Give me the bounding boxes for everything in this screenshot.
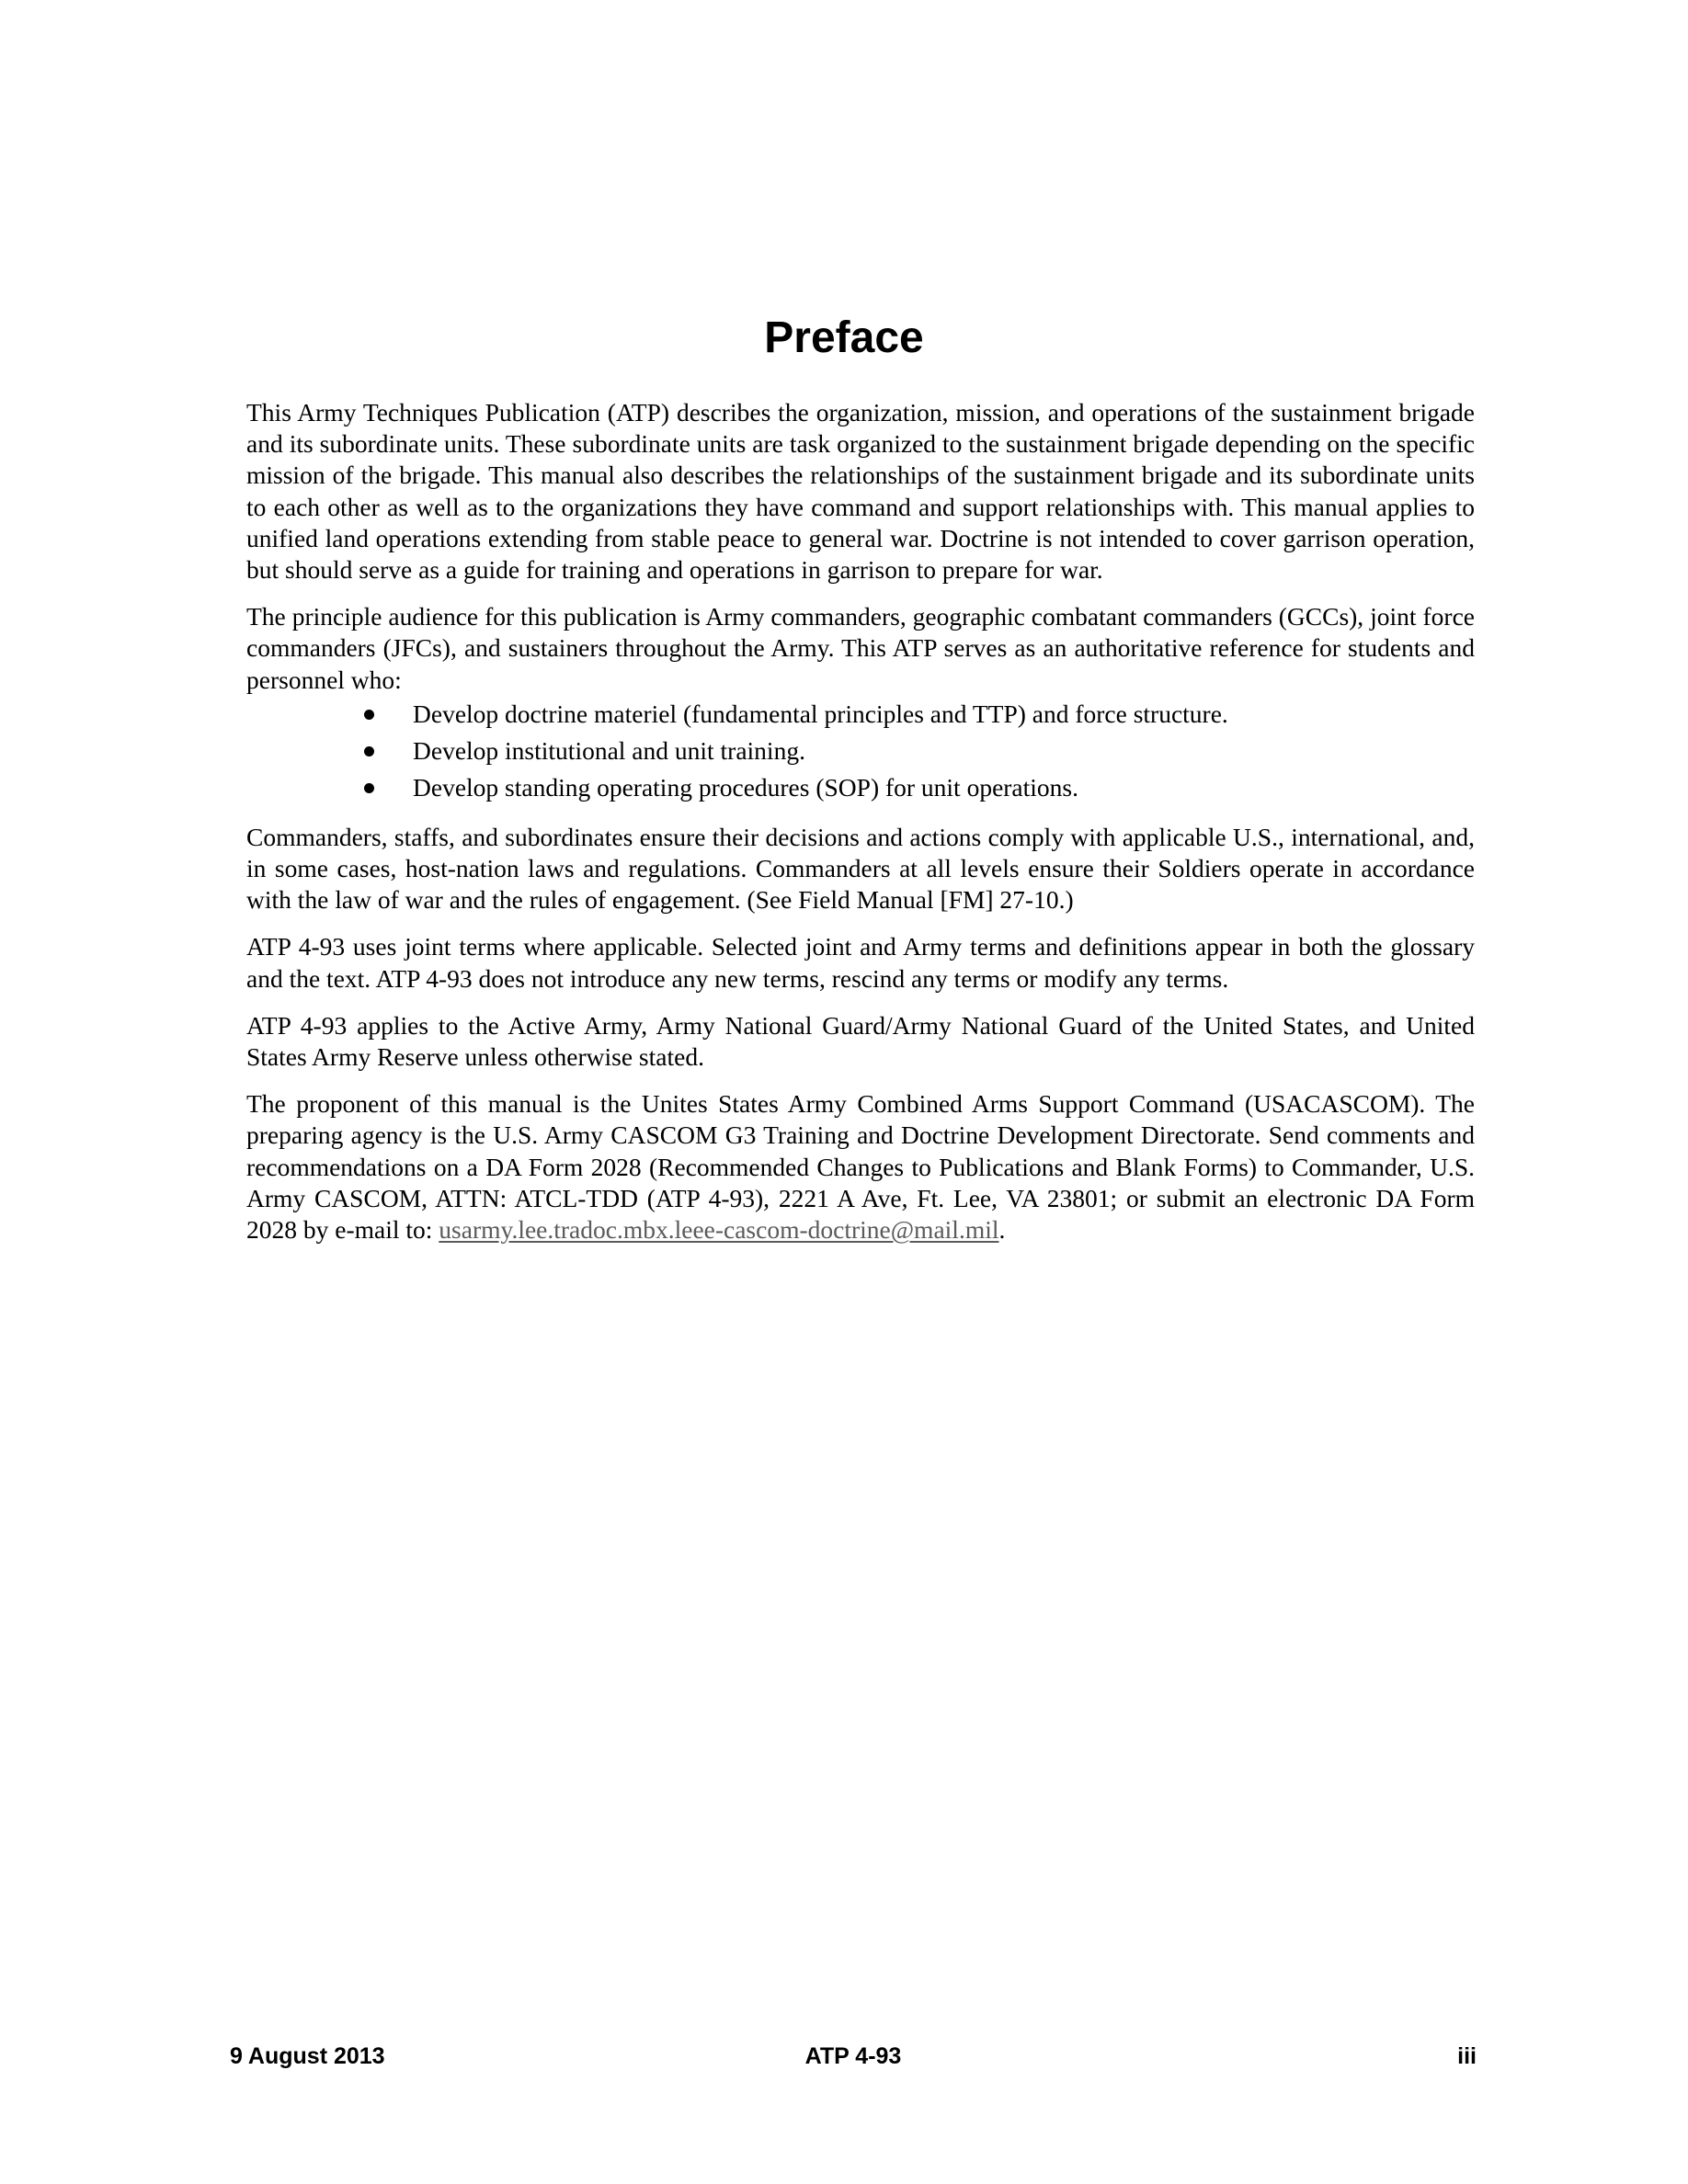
proponent-text: The proponent of this manual is the Unites States Army Combined Arms Support Command (USACASCOM). The preparing agency is the U.S. Army CASCOM G3 Training and Doctrine Development Directorate. Send comments and recommendations on a DA Form 2028 (Recommended Changes to Publications and Blank Forms) to Commander, U.S. Army CASCOM, ATTN: ATCL-TDD (ATP 4-93), 2221 A Ave, Ft. Lee, VA 23801; or submit an electronic DA Form 2028 by e-mail to: [246, 1089, 1475, 1245]
proponent-period: . [998, 1215, 1006, 1245]
bullet-item [246, 769, 1475, 806]
bullet-text: Develop doctrine materiel (fundamental principles and TTP) and force structure. [413, 699, 1228, 728]
bullet-text: Develop institutional and unit training. [413, 735, 805, 765]
bullet-item [246, 733, 1475, 769]
paragraph-terms: ATP 4-93 uses joint terms where applicable. Selected joint and Army terms and definitions appear in both the glossary and the text. ATP 4-93 does not introduce any new terms, rescind any terms or modify any terms. [246, 932, 1475, 993]
footer-publication: ATP 4-93 [804, 2043, 902, 2069]
footer-page-number: iii [1457, 2043, 1477, 2069]
bullet-dot-icon [364, 746, 374, 756]
audience-bullet-list [246, 696, 1475, 806]
preface-body [246, 397, 1475, 1261]
paragraph-compliance: Commanders, staffs, and subordinates ensure their decisions and actions comply with applicable U.S., international, and, in some cases, host-nation laws and regulations. Commanders at all levels ensure their Soldiers operate in accordance with the law of war and the rules of engagement. (See Field Manual [FM] 27-10.) [246, 822, 1475, 915]
paragraph-applicability: ATP 4-93 applies to the Active Army, Army National Guard/Army National Guard of the United States, and United States Army Reserve unless otherwise stated. [246, 1010, 1475, 1072]
bullet-dot-icon [364, 710, 374, 720]
bullet-item [246, 696, 1475, 733]
doctrine-email-link[interactable]: usarmy.lee.tradoc.mbx.leee-cascom-doctrine@mail.mil [439, 1215, 999, 1245]
paragraph-proponent [246, 1088, 1475, 1246]
footer-date: 9 August 2013 [230, 2043, 385, 2069]
page-title: Preface [764, 313, 924, 362]
bullet-dot-icon [364, 783, 374, 793]
bullet-text: Develop standing operating procedures (SOP) for unit operations. [413, 772, 1078, 802]
paragraph-purpose: This Army Techniques Publication (ATP) describes the organization, mission, and operations of the sustainment brigade and its subordinate units. These subordinate units are task organized to the sustainment brigade depending on the specific mission of the brigade. This manual also describes the relationships of the sustainment brigade and its subordinate units to each other as well as to the organizations they have command and support relationships with. This manual applies to unified land operations extending from stable peace to general war. Doctrine is not intended to cover garrison operation, but should serve as a guide for training and operations in garrison to prepare for war. [246, 398, 1475, 585]
paragraph-audience: The principle audience for this publication is Army commanders, geographic combatant commanders (GCCs), joint force commanders (JFCs), and sustainers throughout the Army. This ATP serves as an authoritative reference for students and personnel who: [246, 602, 1475, 694]
